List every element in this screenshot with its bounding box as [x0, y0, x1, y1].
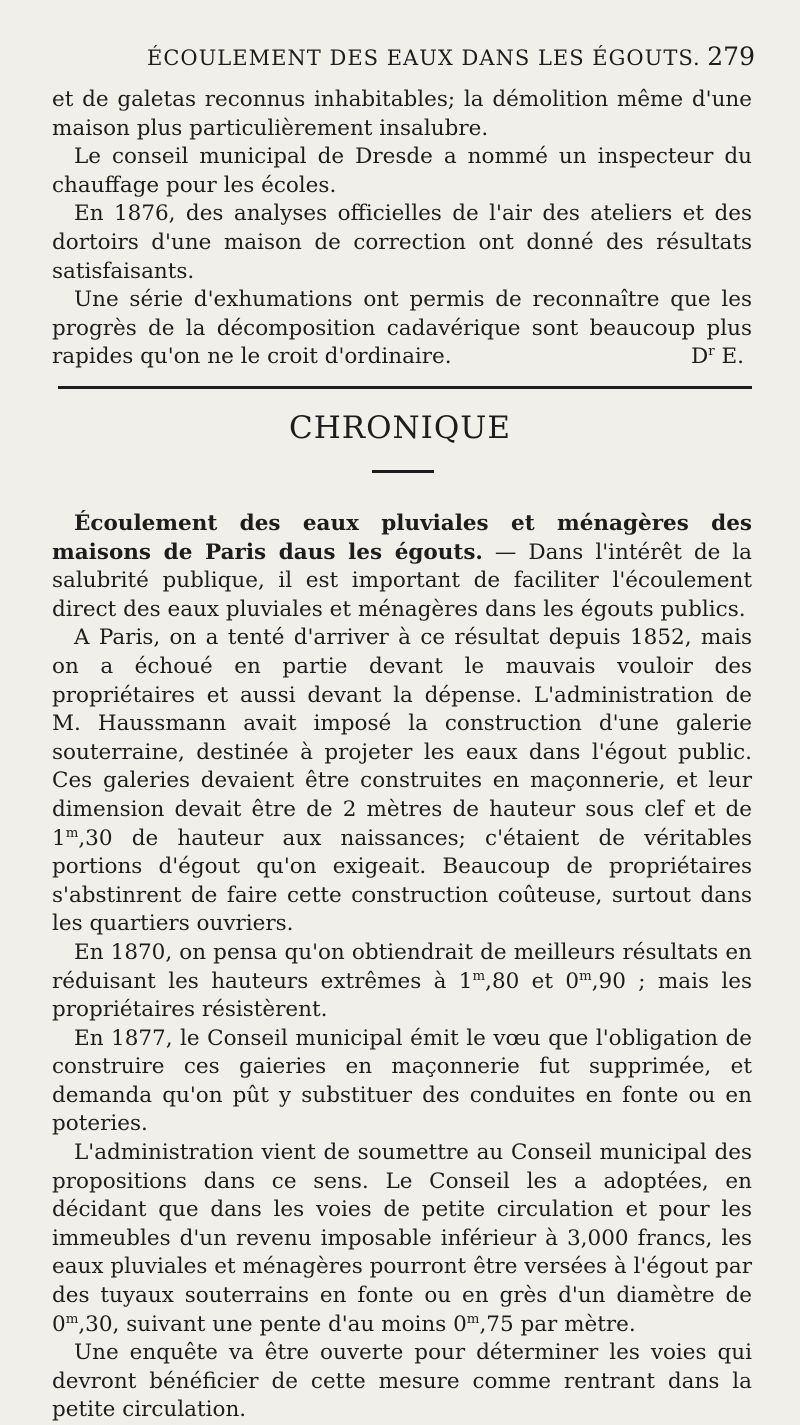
author-signature	[669, 343, 744, 372]
text: ,90 ; mais les propriétaires résistèrent.	[52, 968, 753, 1023]
superscript: m	[65, 1311, 79, 1327]
text: A Paris, on a tenté d'arriver à ce résultat depuis 1852, mais on a échoué en partie devant le mauvais vouloir des propriétaires et aussi devant la dépense. L'administration de M. Haussmann avait imposé la construction d'une galerie souterraine, destinée à projeter les eaux dans l'égout public. Ces galeries devaient être construites en maçonnerie, et leur dimension devait être de 2 mètres de hauteur sous clef et de 1	[52, 625, 752, 851]
superscript: m	[472, 968, 486, 984]
superscript: m	[579, 968, 592, 984]
text: ,75 par mètre.	[479, 1311, 636, 1337]
text: En 1870, on pensa qu'on obtiendrait de meilleurs résultats en réduisant les hauteurs extrêmes à 1	[52, 939, 752, 994]
paragraph	[52, 624, 752, 939]
previous-article-end	[52, 86, 752, 372]
text: ,30, suivant une pente d'au moins 0	[78, 1311, 467, 1337]
paragraph	[52, 1139, 752, 1339]
paragraph: En 1877, le Conseil municipal émit le vœu que l'obligation de construire ces gaieries en maçonnerie fut supprimée, et demanda qu'on pût y substituer des conduites en fonte ou en poteries.	[52, 1025, 752, 1137]
paragraph: Une enquête va être ouverte pour déterminer les voies qui devront bénéficier de cette mesure comme rentrant dans la petite circulation.	[52, 1340, 752, 1423]
paragraph-text: Une série d'exhumations ont permis de reconnaître que les progrès de la décomposition cadavérique sont beaucoup plus rapides qu'on ne le croit d'ordinaire.	[52, 287, 752, 370]
article-heading: Écoulement des eaux pluviales et ménagères des maisons de Paris daus les égouts.	[52, 511, 752, 565]
superscript: m	[65, 825, 79, 841]
paragraph	[52, 510, 752, 624]
title-underline	[372, 470, 434, 473]
paragraph: Le conseil municipal de Dresde a nommé un inspecteur du chauffage pour les écoles.	[52, 144, 752, 198]
paragraph: En 1876, des analyses officielles de l'air des ateliers et des dortoirs d'une maison de correction ont donné des résultats satisfaisants.	[52, 201, 752, 284]
article-lead: — Dans l'intérêt de la salubrité publique, il est important de faciliter l'écoulement direct des eaux pluviales et ménagères dans les égouts publics.	[52, 539, 752, 622]
text: ,80 et 0	[485, 968, 580, 994]
text: ,30 de hauteur aux naissances; c'étaient de véritables portions d'égout qu'on exigeait. Beaucoup de propriétaires s'abstinrent de faire cette construction coûteuse, surtout dans les quartiers ouvriers.	[52, 825, 752, 937]
text: L'administration vient de soumettre au Conseil municipal des propositions dans ce sens. Le Conseil les a adoptées, en décidant que dans les voies de petite circulation et pour les immeubles d'un revenu imposable inférieur à 3,000 francs, les eaux pluviales et ménagères pourront être versées à l'égout par des tuyaux souterrains en fonte ou en grès d'un diamètre de 0	[52, 1140, 752, 1337]
paragraph	[52, 939, 752, 1025]
paragraph: et de galetas reconnus inhabitables; la démolition même d'une maison plus particulièrement insalubre.	[52, 87, 752, 141]
signature-superscript: r	[708, 344, 715, 360]
running-head: ÉCOULEMENT DES EAUX DANS LES ÉGOUTS.	[147, 46, 701, 70]
page-number: 279	[707, 42, 755, 71]
section-title: CHRONIQUE	[288, 410, 512, 446]
page-header	[55, 38, 755, 78]
signature-suffix: E.	[714, 344, 744, 370]
section-divider	[58, 386, 752, 389]
chronique-article	[52, 510, 752, 1425]
superscript: m	[466, 1311, 480, 1327]
signature-prefix: D	[691, 344, 709, 370]
paragraph-with-signature	[52, 286, 752, 372]
